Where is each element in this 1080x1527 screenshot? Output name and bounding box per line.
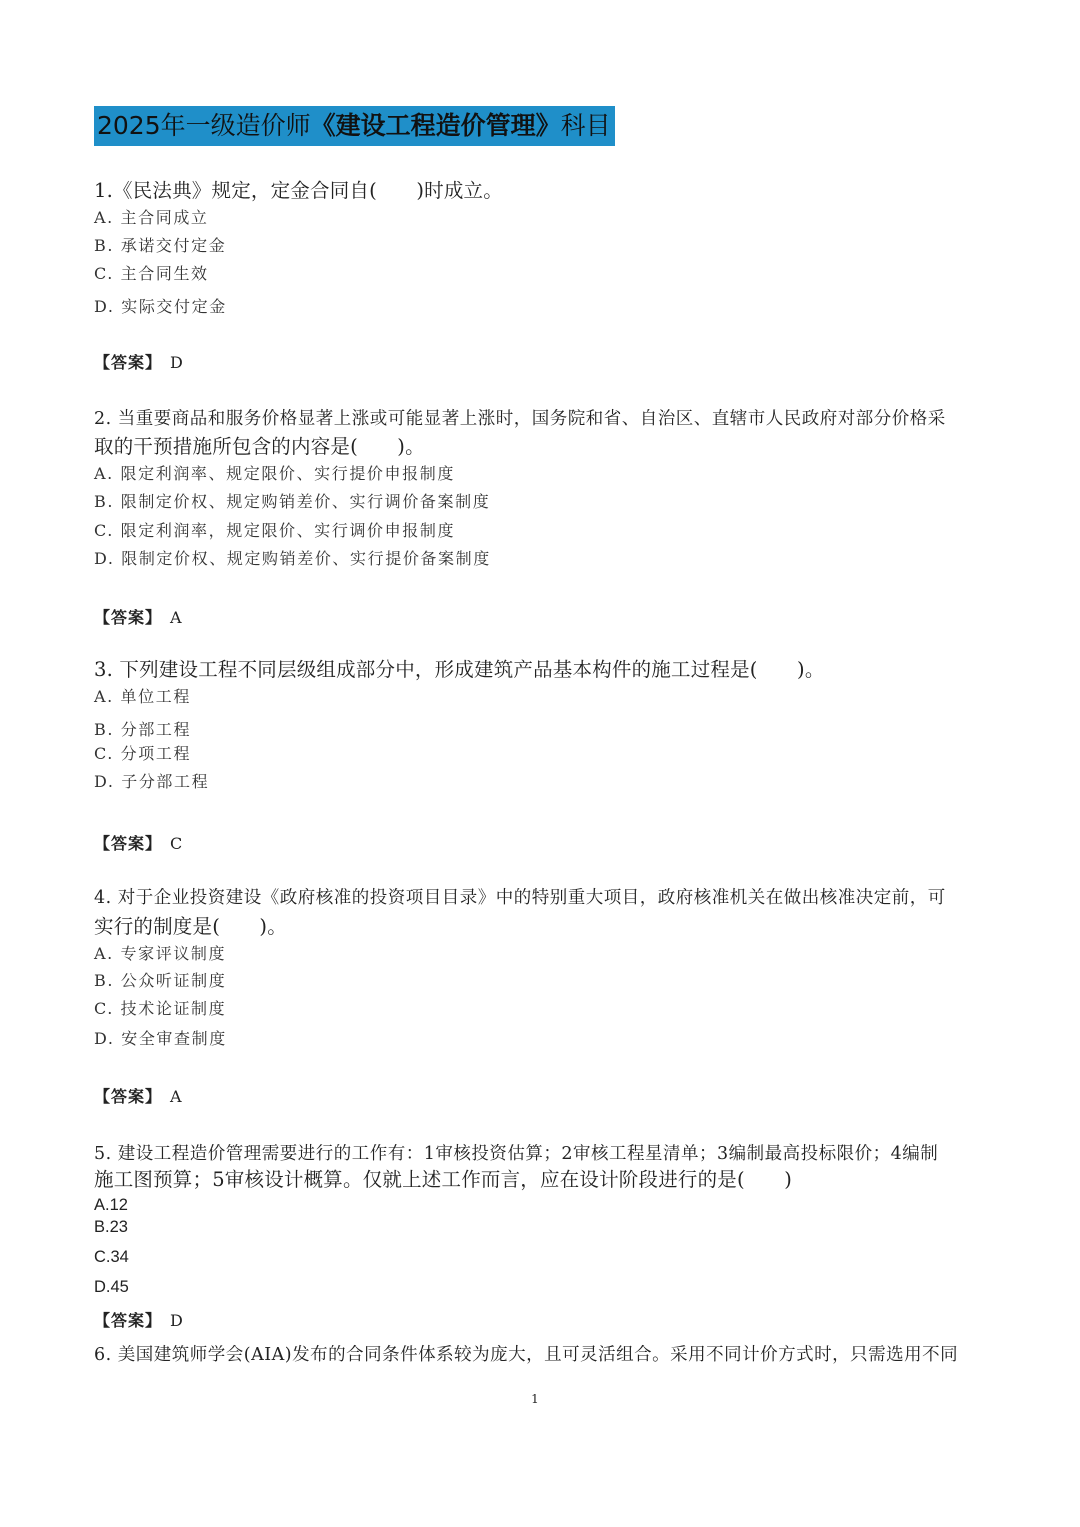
- question-1-answer: [94, 350, 183, 373]
- answer-value: D: [170, 1311, 183, 1330]
- question-2-answer: [94, 605, 182, 628]
- answer-value: C: [170, 834, 183, 853]
- question-1-option-a: A. 主合同成立: [94, 208, 209, 227]
- question-3-stem: 3. 下列建设工程不同层级组成部分中，形成建筑产品基本构件的施工过程是( )。: [94, 658, 825, 681]
- question-5-answer: [94, 1308, 183, 1331]
- answer-label: 【答案】: [94, 608, 163, 627]
- question-1-option-d: D. 实际交付定金: [94, 297, 227, 316]
- question-5-option-a: A.12: [94, 1196, 128, 1214]
- answer-label: 【答案】: [94, 353, 163, 372]
- question-4-option-c: C. 技术论证制度: [94, 999, 227, 1018]
- question-2-stem-line-1: 2. 当重要商品和服务价格显著上涨或可能显著上涨时，国务院和省、自治区、直辖市人民政府对部分价格采: [94, 409, 946, 429]
- question-5-option-b: B.23: [94, 1218, 128, 1236]
- question-6-stem-line-1: 6. 美国建筑师学会(AIA)发布的合同条件体系较为庞大，且可灵活组合。采用不同计价方式时，只需选用不同: [94, 1345, 959, 1365]
- question-5-stem-line-1: 5. 建设工程造价管理需要进行的工作有：1审核投资估算；2审核工程星清单；3编制最高投标限价；4编制: [94, 1144, 939, 1164]
- question-1-option-c: C. 主合同生效: [94, 264, 209, 283]
- question-3-option-b: B. 分部工程: [94, 720, 192, 739]
- question-1-stem: 1.《民法典》规定，定金合同自( )时成立。: [94, 179, 503, 202]
- question-4-option-a: A. 专家评议制度: [94, 944, 227, 963]
- question-3-answer: [94, 831, 182, 854]
- question-5-stem-line-2: 施工图预算；5审核设计概算。仅就上述工作而言，应在设计阶段进行的是( ): [94, 1168, 793, 1191]
- question-3-option-a: A. 单位工程: [94, 687, 191, 706]
- answer-label: 【答案】: [94, 1311, 163, 1330]
- answer-value: A: [170, 608, 182, 627]
- answer-label: 【答案】: [94, 1087, 163, 1106]
- question-2-option-d: D. 限制定价权、规定购销差价、实行提价备案制度: [94, 549, 491, 568]
- question-5-option-c: C.34: [94, 1248, 129, 1266]
- question-5-option-d: D.45: [94, 1278, 129, 1296]
- page-number: 1: [531, 1392, 539, 1406]
- question-4-answer: [94, 1084, 182, 1107]
- question-4-stem-line-1: 4. 对于企业投资建设《政府核准的投资项目目录》中的特别重大项目，政府核准机关在做出核准决定前，可: [94, 888, 946, 908]
- title-suffix: 科目: [560, 111, 611, 140]
- question-2-option-b: B. 限制定价权、规定购销差价、实行调价备案制度: [94, 492, 491, 511]
- question-4-option-d: D. 安全审查制度: [94, 1029, 227, 1048]
- title-emphasis: 《建设工程造价管理》: [310, 111, 561, 140]
- question-2-option-c: C. 限定利润率，规定限价、实行调价申报制度: [94, 521, 456, 540]
- answer-label: 【答案】: [94, 834, 163, 853]
- document-title: [94, 106, 615, 146]
- title-prefix: 2025年一级造价师: [97, 111, 311, 140]
- question-2-stem-line-2: 取的干预措施所包含的内容是( )。: [94, 435, 425, 458]
- question-2-option-a: A. 限定利润率、规定限价、实行提价申报制度: [94, 464, 455, 483]
- question-1-option-b: B. 承诺交付定金: [94, 236, 227, 255]
- answer-value: D: [170, 353, 183, 372]
- answer-value: A: [170, 1087, 182, 1106]
- question-4-option-b: B. 公众听证制度: [94, 971, 227, 990]
- question-3-option-d: D. 子分部工程: [94, 772, 210, 791]
- question-4-stem-line-2: 实行的制度是( )。: [94, 915, 287, 938]
- question-3-option-c: C. 分项工程: [94, 744, 192, 763]
